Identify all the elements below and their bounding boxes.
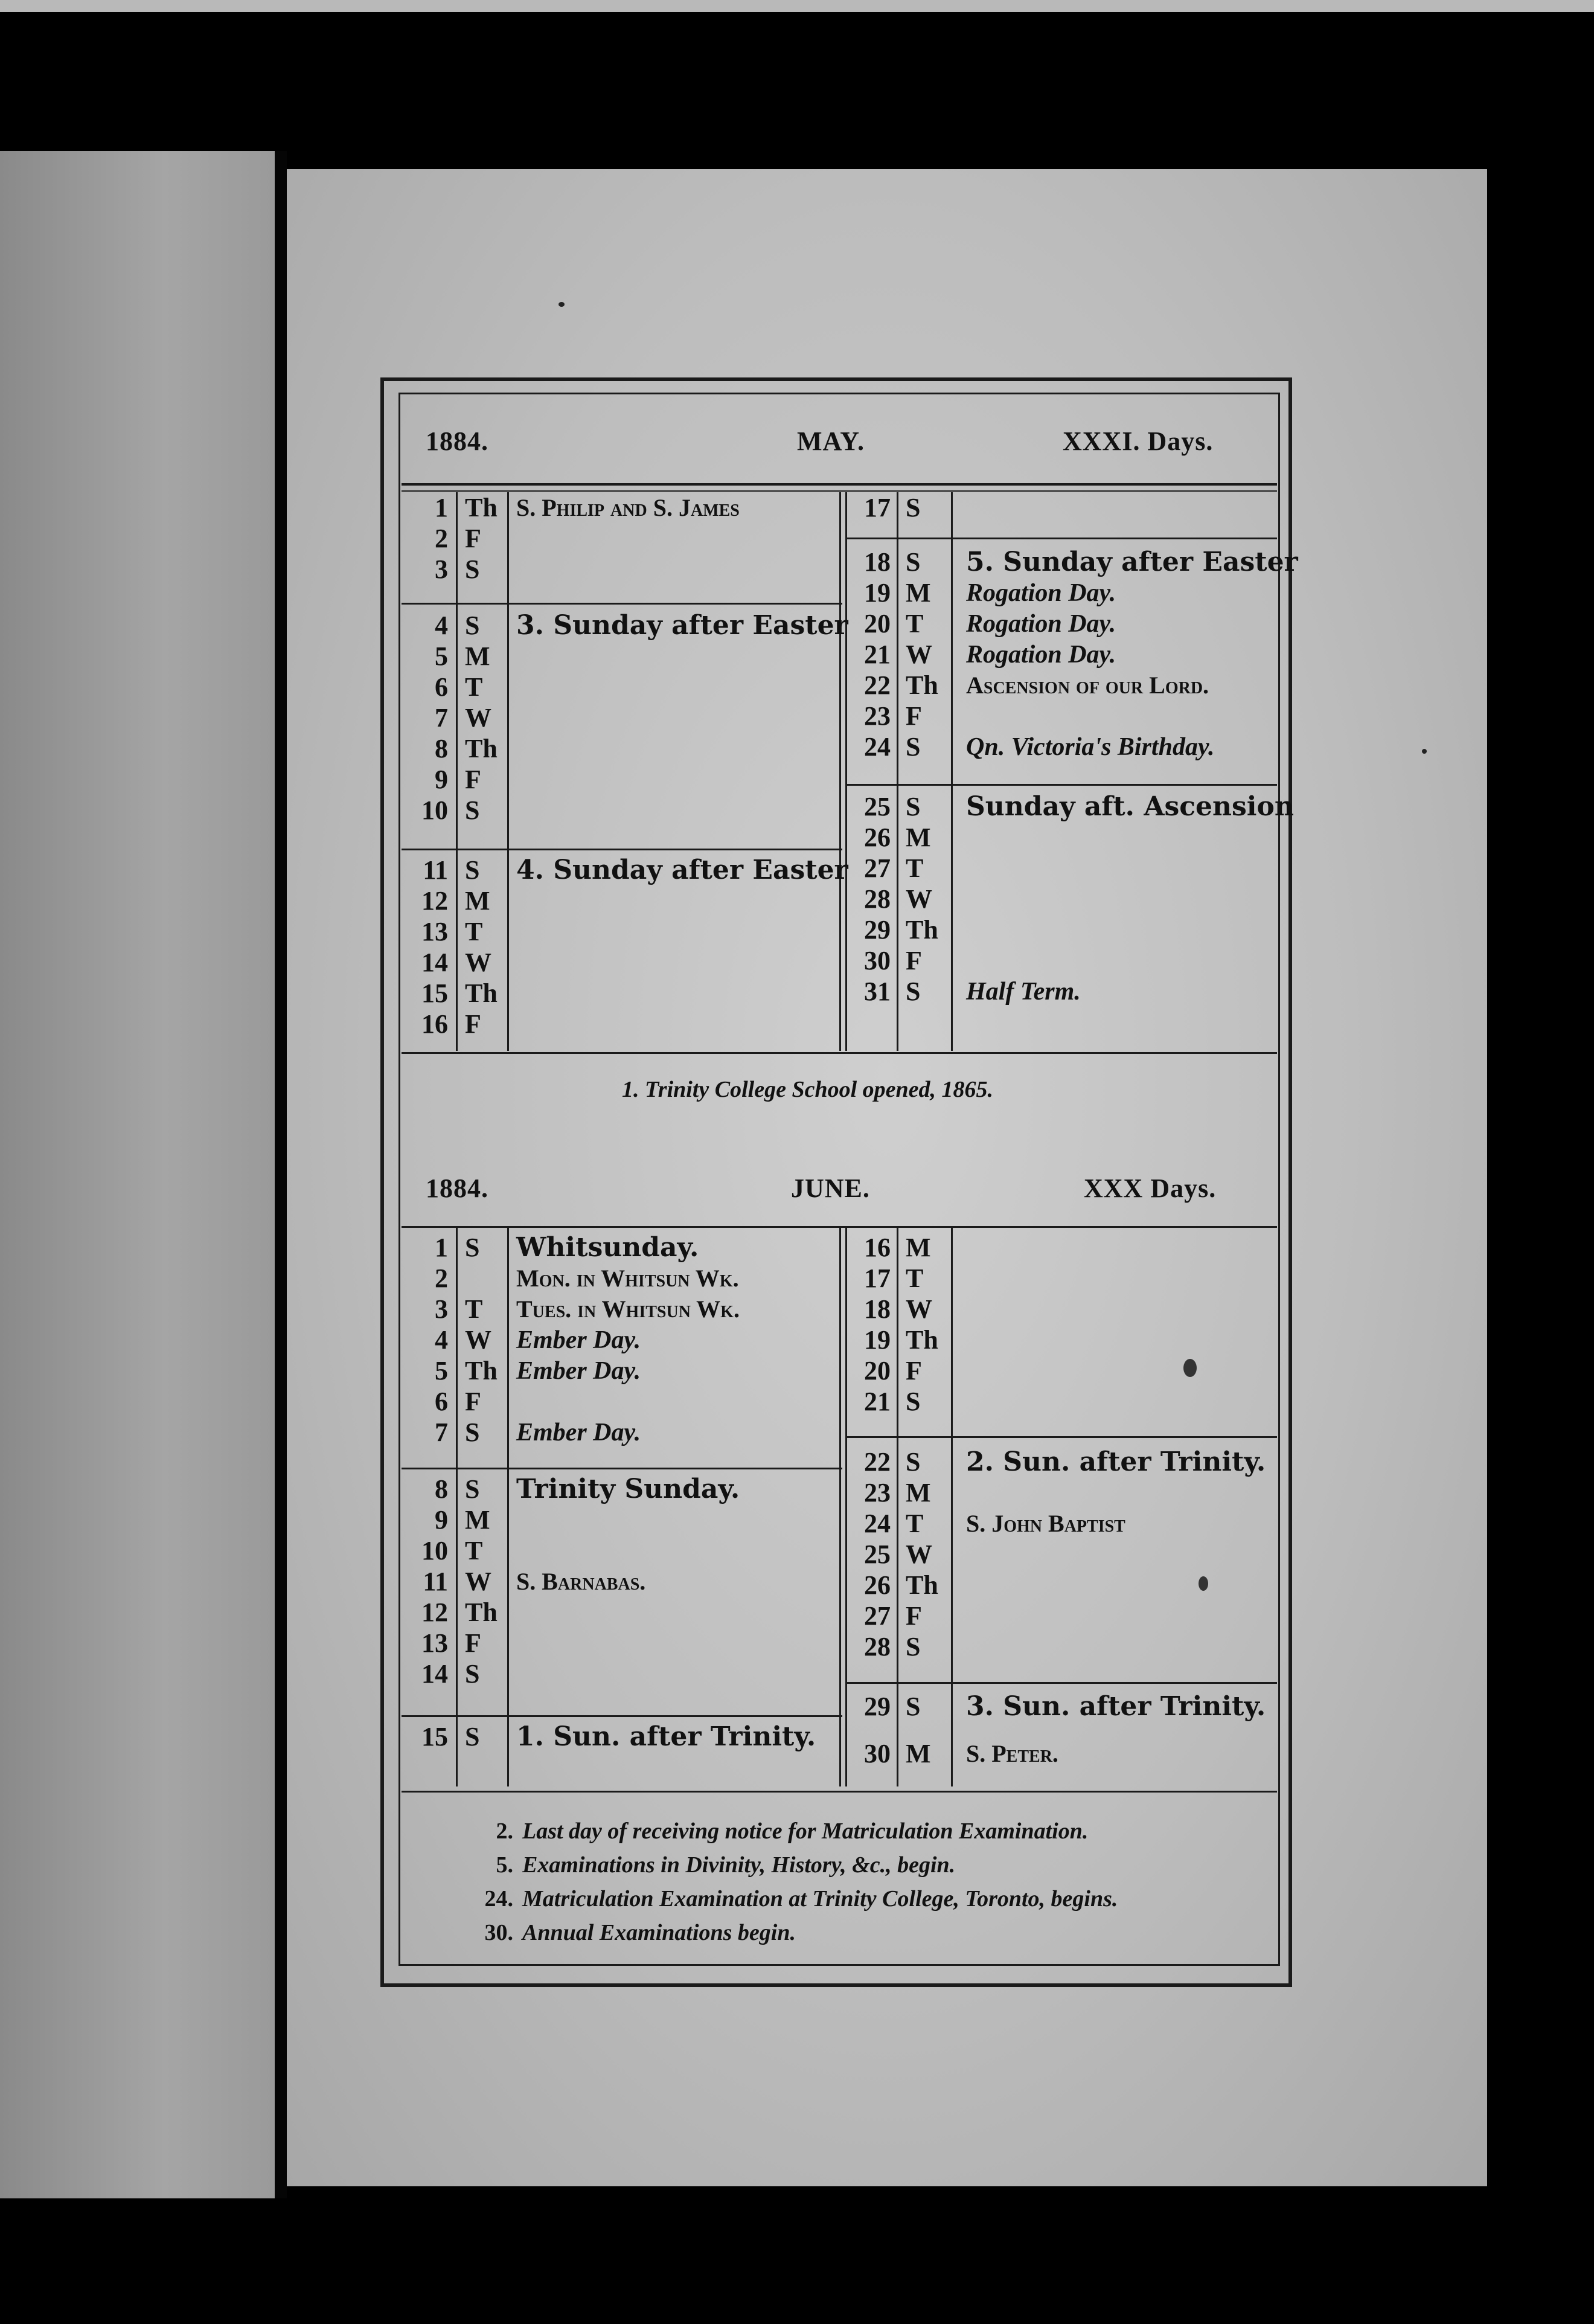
- day-number: 11: [423, 1567, 448, 1596]
- day-number: 22: [864, 1447, 891, 1477]
- june-week-rule-4: [845, 1682, 1277, 1684]
- may-month: MAY.: [797, 426, 865, 456]
- day-number: 25: [864, 1539, 891, 1569]
- may-week-rule-1: [402, 603, 842, 605]
- weekday: S: [906, 977, 921, 1006]
- day-number: 27: [864, 1601, 891, 1631]
- weekday: S: [906, 1692, 921, 1721]
- day-event: S. Barnabas.: [516, 1568, 646, 1595]
- day-event: Sunday aft. Ascension: [966, 791, 1294, 822]
- day-number: 2: [435, 524, 448, 553]
- day-number: 26: [864, 1570, 891, 1600]
- day-event: Whitsunday.: [516, 1232, 699, 1263]
- note-text: Matriculation Examination at Trinity College, Toronto, begins.: [522, 1886, 1118, 1912]
- weekday: M: [906, 823, 931, 852]
- weekday: S: [465, 611, 480, 640]
- day-number: 15: [421, 978, 448, 1008]
- day-number: 30: [864, 1739, 891, 1768]
- weekday: Th: [465, 1356, 498, 1385]
- weekday: W: [906, 1294, 932, 1324]
- weekday: Th: [465, 493, 498, 522]
- may-right-col-rule-1: [897, 492, 898, 1051]
- day-number: 1: [435, 493, 448, 522]
- june-mid-rule-a: [839, 1228, 841, 1786]
- day-number: 4: [435, 611, 448, 640]
- weekday: S: [465, 1233, 480, 1262]
- may-left-col-rule-1: [456, 492, 458, 1051]
- weekday: Th: [906, 915, 938, 945]
- day-number: 5: [435, 1356, 448, 1385]
- weekday: W: [465, 1325, 491, 1355]
- weekday: W: [906, 1539, 932, 1569]
- day-number: 3: [435, 554, 448, 584]
- day-event: Trinity Sunday.: [516, 1474, 740, 1504]
- june-year: 1884.: [426, 1173, 488, 1203]
- weekday: T: [906, 1509, 924, 1538]
- ink-blot: [1183, 1359, 1197, 1377]
- note-number: 24.: [484, 1886, 513, 1912]
- weekday: S: [906, 1387, 921, 1416]
- weekday: W: [906, 884, 932, 914]
- day-number: 6: [435, 672, 448, 702]
- facing-page: [0, 151, 275, 2198]
- day-event: S. Peter.: [966, 1740, 1058, 1767]
- day-number: 24: [864, 1509, 891, 1538]
- day-number: 29: [864, 915, 891, 945]
- weekday: S: [465, 795, 480, 825]
- weekday: T: [465, 672, 483, 702]
- note-text: Last day of receiving notice for Matriculation Examination.: [522, 1818, 1089, 1844]
- may-year: 1884.: [426, 426, 488, 456]
- note-text: Examinations in Divinity, History, &c., begin.: [522, 1852, 956, 1878]
- weekday: F: [906, 946, 922, 975]
- day-event: Ember Day.: [516, 1326, 641, 1354]
- may-header-rule: [402, 483, 1277, 486]
- weekday: S: [906, 792, 921, 821]
- day-number: 8: [435, 1474, 448, 1504]
- day-number: 7: [435, 1417, 448, 1447]
- weekday: F: [906, 1356, 922, 1385]
- weekday: T: [465, 1294, 483, 1324]
- day-event: 1. Sun. after Trinity.: [516, 1721, 816, 1752]
- weekday: M: [906, 578, 931, 608]
- day-number: 16: [421, 1009, 448, 1039]
- day-number: 25: [864, 792, 891, 821]
- weekday: S: [906, 732, 921, 762]
- weekday: F: [906, 1601, 922, 1631]
- weekday: M: [906, 1233, 931, 1262]
- day-number: 14: [421, 948, 448, 977]
- weekday: F: [465, 765, 481, 794]
- day-number: 7: [435, 703, 448, 733]
- day-number: 12: [421, 886, 448, 916]
- may-header-rule-2: [402, 490, 1277, 492]
- weekday: [465, 1263, 513, 1294]
- may-mid-rule-b: [845, 492, 847, 1051]
- weekday: M: [906, 1478, 931, 1507]
- day-event: Rogation Day.: [966, 579, 1116, 607]
- may-week-rule-4: [845, 784, 1277, 786]
- may-week-rule-3: [845, 538, 1277, 539]
- day-number: 28: [864, 884, 891, 914]
- day-number: 10: [421, 795, 448, 825]
- day-number: 24: [864, 732, 891, 762]
- weekday: T: [906, 1263, 924, 1293]
- weekday: T: [465, 917, 483, 946]
- day-number: 29: [864, 1692, 891, 1721]
- day-number: 10: [421, 1536, 448, 1565]
- june-week-rule-3: [845, 1436, 1277, 1438]
- weekday: F: [465, 1628, 481, 1658]
- day-event: 2. Sun. after Trinity.: [966, 1446, 1266, 1477]
- june-bottom-rule: [402, 1791, 1277, 1793]
- day-number: 1: [435, 1233, 448, 1262]
- day-number: 5: [435, 641, 448, 671]
- day-number: 30: [864, 946, 891, 975]
- weekday: M: [906, 1739, 931, 1768]
- weekday: S: [465, 1722, 480, 1751]
- day-event: Ember Day.: [516, 1357, 641, 1385]
- weekday: Th: [906, 1325, 938, 1355]
- day-number: 18: [864, 547, 891, 577]
- weekday: S: [906, 1632, 921, 1661]
- day-event: Ascension of our Lord.: [966, 672, 1209, 699]
- day-number: 3: [435, 1294, 448, 1324]
- day-number: 19: [864, 1325, 891, 1355]
- may-mid-rule-a: [839, 492, 841, 1051]
- top-edge: [0, 0, 1594, 12]
- day-event: 3. Sunday after Easter: [516, 610, 848, 641]
- day-event: Rogation Day.: [966, 641, 1116, 669]
- weekday: W: [906, 640, 932, 669]
- day-number: 22: [864, 670, 891, 700]
- weekday: Th: [465, 1597, 498, 1627]
- day-number: 11: [423, 855, 448, 885]
- day-number: 16: [864, 1233, 891, 1262]
- weekday: S: [465, 554, 480, 584]
- day-number: 12: [421, 1597, 448, 1627]
- day-number: 14: [421, 1659, 448, 1689]
- may-week-rule-2: [402, 849, 842, 850]
- may-note-text: 1. Trinity College School opened, 1865.: [622, 1077, 994, 1102]
- may-days-label: XXXI. Days.: [1063, 426, 1214, 456]
- day-number: 13: [421, 1628, 448, 1658]
- june-left-col-rule-1: [456, 1228, 458, 1786]
- note-text: Annual Examinations begin.: [522, 1920, 796, 1945]
- day-number: 13: [421, 917, 448, 946]
- day-number: 15: [421, 1722, 448, 1751]
- weekday: Th: [906, 670, 938, 700]
- day-number: 18: [864, 1294, 891, 1324]
- day-number: 9: [435, 765, 448, 794]
- weekday: S: [906, 547, 921, 577]
- june-week-rule-2: [402, 1715, 842, 1717]
- day-number: 28: [864, 1632, 891, 1661]
- weekday: F: [906, 701, 922, 731]
- weekday: T: [906, 853, 924, 883]
- weekday: S: [906, 1447, 921, 1477]
- speck: [559, 302, 565, 307]
- day-number: 8: [435, 734, 448, 763]
- weekday: Th: [906, 1570, 938, 1600]
- day-number: 20: [864, 609, 891, 638]
- june-month: JUNE.: [791, 1173, 870, 1203]
- day-number: 31: [864, 977, 891, 1006]
- day-number: 4: [435, 1325, 448, 1355]
- weekday: S: [465, 1474, 480, 1504]
- day-event: 4. Sunday after Easter: [516, 855, 848, 885]
- weekday: T: [465, 1536, 483, 1565]
- weekday: M: [465, 641, 490, 671]
- day-event: Mon. in Whitsun Wk.: [516, 1265, 739, 1292]
- day-event: Qn. Victoria's Birthday.: [966, 733, 1215, 761]
- weekday: S: [465, 1417, 480, 1447]
- day-event: Rogation Day.: [966, 610, 1116, 638]
- day-event: S. Philip and S. James: [516, 494, 740, 521]
- speck: [1422, 749, 1427, 754]
- may-bottom-rule: [402, 1052, 1277, 1054]
- day-number: 19: [864, 578, 891, 608]
- day-number: 27: [864, 853, 891, 883]
- day-event: 3. Sun. after Trinity.: [966, 1691, 1266, 1722]
- june-right-col-rule-1: [897, 1228, 898, 1786]
- weekday: W: [465, 703, 491, 733]
- weekday: F: [465, 1387, 481, 1416]
- day-number: 21: [864, 640, 891, 669]
- ink-blot: [1199, 1576, 1208, 1591]
- weekday: W: [465, 1567, 491, 1596]
- note-number: 5.: [496, 1852, 513, 1878]
- day-event: Ember Day.: [516, 1419, 641, 1446]
- weekday: Th: [465, 978, 498, 1008]
- day-number: 6: [435, 1387, 448, 1416]
- weekday: M: [465, 1505, 490, 1535]
- weekday: T: [906, 609, 924, 638]
- weekday: S: [465, 1659, 480, 1689]
- weekday: S: [906, 493, 921, 522]
- day-number: 23: [864, 1478, 891, 1507]
- day-number: 17: [864, 1263, 891, 1293]
- weekday: S: [465, 855, 480, 885]
- may-note: [622, 1076, 993, 1103]
- june-week-rule-1: [402, 1468, 842, 1469]
- june-mid-rule-b: [845, 1228, 847, 1786]
- day-event: Tues. in Whitsun Wk.: [516, 1295, 740, 1323]
- day-number: 21: [864, 1387, 891, 1416]
- day-number: 26: [864, 823, 891, 852]
- weekday: F: [465, 1009, 481, 1039]
- weekday: M: [465, 886, 490, 916]
- weekday: Th: [465, 734, 498, 763]
- day-event: 5. Sunday after Easter: [966, 547, 1298, 577]
- book-spine: [275, 151, 287, 2198]
- day-number: 23: [864, 701, 891, 731]
- day-number: 2: [435, 1263, 448, 1293]
- day-event: Half Term.: [966, 978, 1081, 1006]
- weekday: W: [465, 948, 491, 977]
- day-event: S. John Baptist: [966, 1510, 1125, 1537]
- day-number: 17: [864, 493, 891, 522]
- day-number: 9: [435, 1505, 448, 1535]
- note-number: 30.: [484, 1920, 513, 1945]
- june-days-label: XXX Days.: [1084, 1173, 1217, 1203]
- weekday: F: [465, 524, 481, 553]
- note-number: 2.: [496, 1818, 513, 1844]
- day-number: 20: [864, 1356, 891, 1385]
